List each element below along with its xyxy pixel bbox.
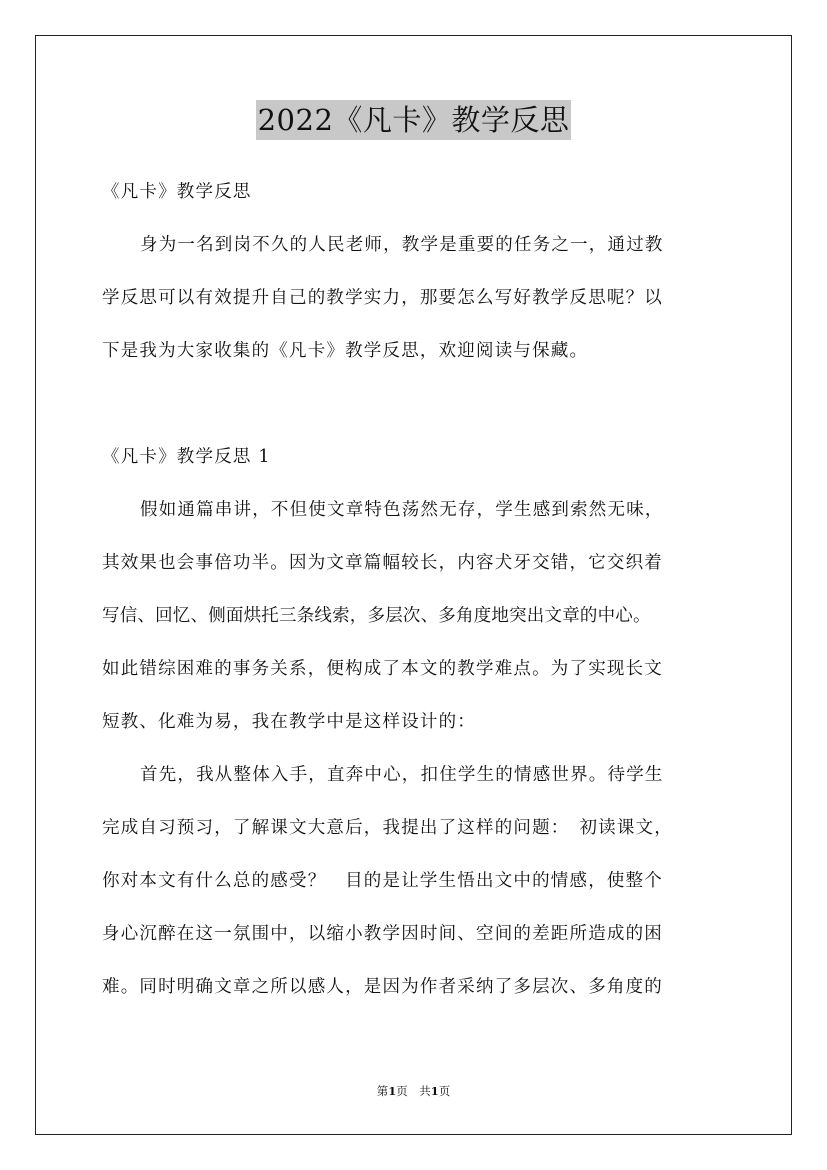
paragraph-line: 身心沉醉在这一氛围中，以缩小教学因时间、空间的差距所造成的困 bbox=[102, 924, 663, 944]
page-footer bbox=[0, 1083, 827, 1099]
paragraph-line: 其效果也会事倍功半。因为文章篇幅较长，内容犬牙交错，它交织着 bbox=[102, 553, 663, 573]
subtitle-line: 《凡卡》教学反思 bbox=[102, 182, 252, 202]
paragraph-line: 难。同时明确文章之所以感人，是因为作者采纳了多层次、多角度的 bbox=[102, 977, 663, 997]
footer-page-mid: 页 共 bbox=[396, 1084, 431, 1098]
paragraph-line: 身为一名到岗不久的人民老师，教学是重要的任务之一，通过教 bbox=[140, 235, 664, 255]
paragraph-line: 完成自习预习，了解课文大意后，我提出了这样的问题： 初读课文， bbox=[102, 818, 673, 838]
paragraph-line: 假如通篇串讲，不但使文章特色荡然无存，学生感到索然无味， bbox=[140, 500, 664, 520]
paragraph-line: 如此错综困难的事务关系，便构成了本文的教学难点。为了实现长文 bbox=[102, 659, 663, 679]
paragraph-line: 学反思可以有效提升自己的教学实力，那要怎么写好教学反思呢？以 bbox=[102, 288, 663, 308]
paragraph-line: 首先，我从整体入手，直奔中心，扣住学生的情感世界。待学生 bbox=[140, 765, 664, 785]
footer-page-prefix: 第 bbox=[376, 1084, 389, 1098]
footer-page-suffix: 页 bbox=[438, 1084, 451, 1098]
paragraph-spacer bbox=[102, 378, 742, 431]
paragraph-line: 写信、回忆、侧面烘托三条线索，多层次、多角度地突出文章的中心。 bbox=[102, 606, 651, 626]
paragraph-line: 短教、化难为易，我在教学中是这样设计的： bbox=[102, 712, 476, 732]
paragraph-line: 你对本文有什么总的感受？ 目的是让学生悟出文中的情感，使整个 bbox=[102, 871, 663, 891]
document-title: 2022《凡卡》教学反思 bbox=[256, 100, 572, 140]
footer-page-current: 1 bbox=[388, 1084, 397, 1098]
paragraph-line: 下是我为大家收集的《凡卡》教学反思，欢迎阅读与保藏。 bbox=[102, 341, 589, 361]
section-heading: 《凡卡》教学反思 1 bbox=[102, 447, 271, 467]
footer-page-total: 1 bbox=[430, 1084, 439, 1098]
title-container bbox=[0, 100, 827, 140]
document-body bbox=[102, 166, 742, 1014]
